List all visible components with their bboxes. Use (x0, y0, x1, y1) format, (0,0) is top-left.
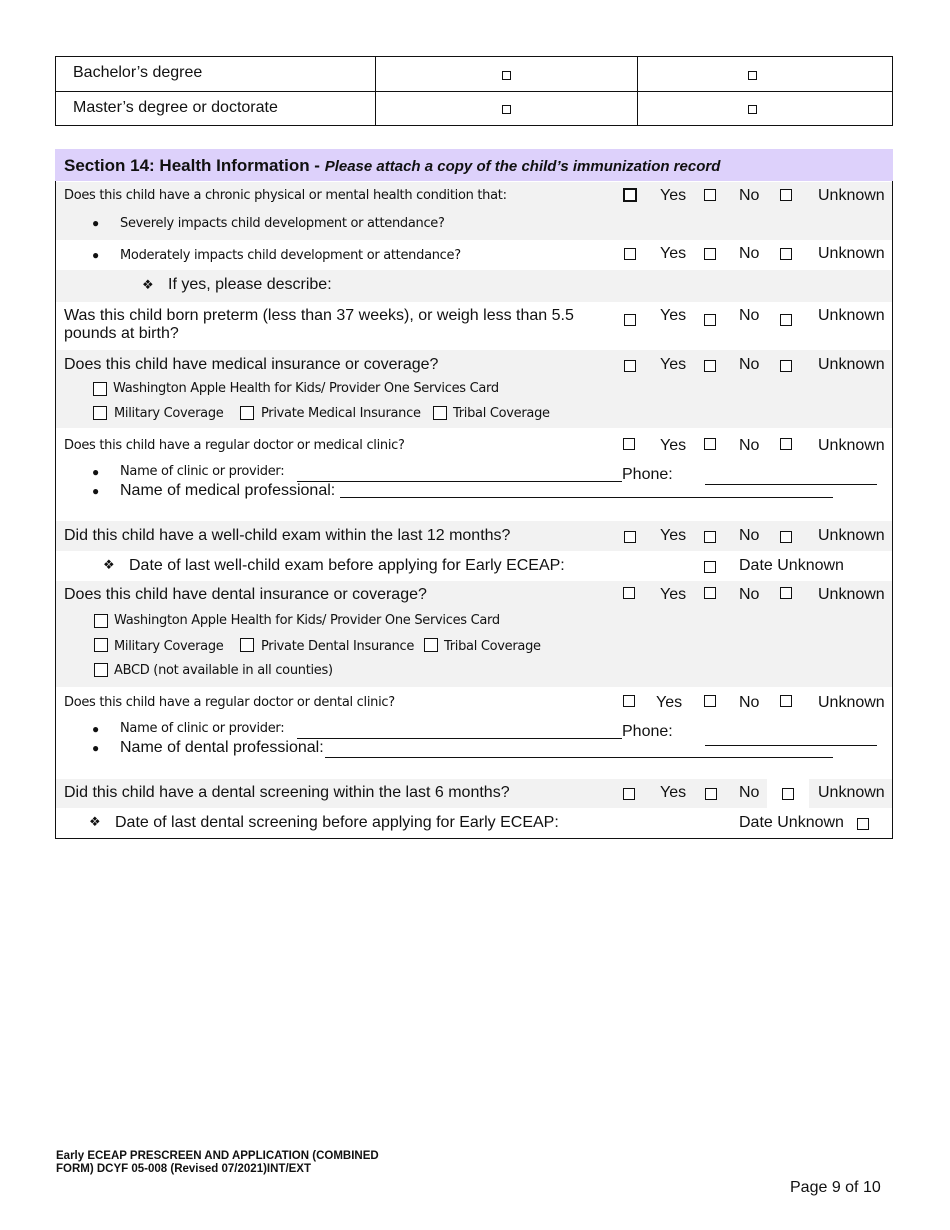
dental-screening-date-label: Date of last dental screening before applying for Early ECEAP: (115, 814, 559, 831)
education-col-divider (375, 56, 376, 126)
bullet: ● (92, 741, 100, 755)
no-label: No (739, 694, 760, 711)
education-col-divider (637, 56, 638, 126)
yes-label: Yes (660, 356, 687, 373)
date-unknown-label: Date Unknown (739, 557, 844, 574)
yes-label: Yes (660, 307, 687, 324)
diamond-bullet-icon: ❖ (103, 557, 115, 572)
no-label: No (739, 527, 760, 544)
yes-checkbox[interactable] (623, 695, 635, 707)
unknown-label: Unknown (818, 437, 885, 454)
private-dental-label: Private Dental Insurance (261, 639, 415, 654)
no-checkbox[interactable] (704, 438, 716, 450)
diamond-bullet-icon: ❖ (142, 277, 154, 292)
medical-professional-label: Name of medical professional: (120, 482, 336, 499)
yes-label: Yes (660, 437, 687, 454)
dental-professional-field[interactable] (325, 757, 833, 758)
checkbox[interactable] (502, 71, 511, 80)
section-title-text: Section 14: Health Information - (64, 156, 325, 175)
unknown-checkbox[interactable] (782, 788, 794, 800)
checkbox[interactable] (748, 105, 757, 114)
unknown-checkbox[interactable] (780, 248, 792, 260)
date-unknown-label: Date Unknown (739, 814, 844, 831)
unknown-label: Unknown (818, 187, 885, 204)
dental-professional-label: Name of dental professional: (120, 739, 324, 756)
yes-checkbox[interactable] (624, 531, 636, 543)
question-preterm-line2: pounds at birth? (64, 325, 179, 342)
dental-tribal-checkbox[interactable] (424, 638, 438, 652)
footer-form-id-line2: FORM) DCYF 05-008 (Revised 07/2021)INT/EXT (56, 1163, 311, 1175)
bullet: ● (92, 722, 100, 736)
unknown-checkbox[interactable] (780, 695, 792, 707)
unknown-label: Unknown (818, 784, 885, 801)
education-row-label: Master’s degree or doctorate (73, 99, 278, 116)
footer-form-id-line1: Early ECEAP PRESCREEN AND APPLICATION (COMBINED (56, 1150, 379, 1162)
yes-checkbox[interactable] (623, 587, 635, 599)
yes-checkbox[interactable] (623, 188, 637, 202)
no-label: No (739, 586, 760, 603)
education-row-label: Bachelor’s degree (73, 64, 203, 81)
abcd-checkbox[interactable] (94, 663, 108, 677)
phone-field[interactable] (705, 484, 877, 485)
private-medical-label: Private Medical Insurance (261, 406, 421, 421)
no-checkbox[interactable] (704, 248, 716, 260)
page-number: Page 9 of 10 (790, 1179, 881, 1196)
question-preterm-line1: Was this child born preterm (less than 37 weeks), or weigh less than 5.5 (64, 307, 574, 324)
yes-label: Yes (656, 694, 683, 711)
dental-apple-health-label: Washington Apple Health for Kids/ Provider One Services Card (114, 613, 500, 628)
date-unknown-checkbox[interactable] (857, 818, 869, 830)
question-well-child-exam: Did this child have a well-child exam within the last 12 months? (64, 527, 511, 544)
checkbox[interactable] (502, 105, 511, 114)
dental-apple-health-checkbox[interactable] (94, 614, 108, 628)
no-label: No (739, 356, 760, 373)
no-checkbox[interactable] (704, 531, 716, 543)
yes-checkbox[interactable] (623, 788, 635, 800)
diamond-bullet-icon: ❖ (89, 814, 101, 829)
tribal-coverage-checkbox[interactable] (433, 406, 447, 420)
no-label: No (739, 784, 760, 801)
apple-health-label: Washington Apple Health for Kids/ Provider One Services Card (113, 381, 499, 396)
yes-label: Yes (660, 245, 687, 262)
dental-military-label: Military Coverage (114, 639, 224, 654)
no-label: No (739, 245, 760, 262)
no-label: No (739, 307, 760, 324)
yes-checkbox[interactable] (624, 360, 636, 372)
unknown-checkbox[interactable] (780, 531, 792, 543)
subquestion-severe: Severely impacts child development or attendance? (120, 216, 445, 231)
no-checkbox[interactable] (704, 695, 716, 707)
no-checkbox[interactable] (704, 360, 716, 372)
unknown-label: Unknown (818, 245, 885, 262)
unknown-label: Unknown (818, 307, 885, 324)
yes-label: Yes (660, 527, 687, 544)
subquestion-moderate: Moderately impacts child development or attendance? (120, 248, 461, 263)
bullet: ● (92, 248, 100, 262)
unknown-checkbox[interactable] (780, 360, 792, 372)
date-unknown-checkbox[interactable] (704, 561, 716, 573)
unknown-label: Unknown (818, 586, 885, 603)
clinic-name-label: Name of clinic or provider: (120, 464, 285, 479)
bullet: ● (92, 465, 100, 479)
no-checkbox[interactable] (704, 314, 716, 326)
military-coverage-checkbox[interactable] (93, 406, 107, 420)
private-medical-checkbox[interactable] (240, 406, 254, 420)
private-dental-checkbox[interactable] (240, 638, 254, 652)
military-coverage-label: Military Coverage (114, 406, 224, 421)
dental-clinic-name-label: Name of clinic or provider: (120, 721, 285, 736)
education-row-divider (55, 91, 893, 92)
unknown-label: Unknown (818, 527, 885, 544)
yes-label: Yes (660, 586, 687, 603)
dental-military-checkbox[interactable] (94, 638, 108, 652)
no-label: No (739, 437, 760, 454)
question-medical-insurance: Does this child have medical insurance or coverage? (64, 356, 439, 373)
no-checkbox[interactable] (705, 788, 717, 800)
yes-checkbox[interactable] (624, 248, 636, 260)
yes-checkbox[interactable] (623, 438, 635, 450)
describe-label: If yes, please describe: (168, 276, 332, 293)
bullet: ● (92, 484, 100, 498)
question-regular-dentist: Does this child have a regular doctor or dental clinic? (64, 695, 395, 710)
medical-professional-field[interactable] (340, 497, 833, 498)
phone-label: Phone: (622, 723, 673, 740)
unknown-checkbox[interactable] (780, 189, 792, 201)
unknown-checkbox[interactable] (780, 314, 792, 326)
well-child-date-label: Date of last well-child exam before applying for Early ECEAP: (129, 557, 565, 574)
question-regular-doctor: Does this child have a regular doctor or medical clinic? (64, 438, 405, 453)
question-dental-insurance: Does this child have dental insurance or coverage? (64, 586, 427, 603)
tribal-coverage-label: Tribal Coverage (453, 406, 550, 421)
dental-clinic-name-field[interactable] (297, 738, 622, 739)
no-label: No (739, 187, 760, 204)
clinic-name-field[interactable] (297, 481, 622, 482)
unknown-label: Unknown (818, 694, 885, 711)
dental-tribal-label: Tribal Coverage (444, 639, 541, 654)
no-checkbox[interactable] (704, 189, 716, 201)
unknown-label: Unknown (818, 356, 885, 373)
phone-label: Phone: (622, 466, 673, 483)
apple-health-checkbox[interactable] (93, 382, 107, 396)
abcd-label: ABCD (not available in all counties) (114, 663, 333, 678)
yes-checkbox[interactable] (624, 314, 636, 326)
unknown-checkbox[interactable] (780, 587, 792, 599)
section-title (64, 156, 720, 176)
no-checkbox[interactable] (704, 587, 716, 599)
section-subtitle: Please attach a copy of the child’s immunization record (324, 158, 721, 175)
unknown-checkbox[interactable] (780, 438, 792, 450)
question-chronic-condition: Does this child have a chronic physical or mental health condition that: (64, 188, 507, 203)
bullet: ● (92, 216, 100, 230)
checkbox[interactable] (748, 71, 757, 80)
yes-label: Yes (660, 187, 687, 204)
yes-label: Yes (660, 784, 687, 801)
phone-field[interactable] (705, 745, 877, 746)
question-dental-screening: Did this child have a dental screening within the last 6 months? (64, 784, 510, 801)
